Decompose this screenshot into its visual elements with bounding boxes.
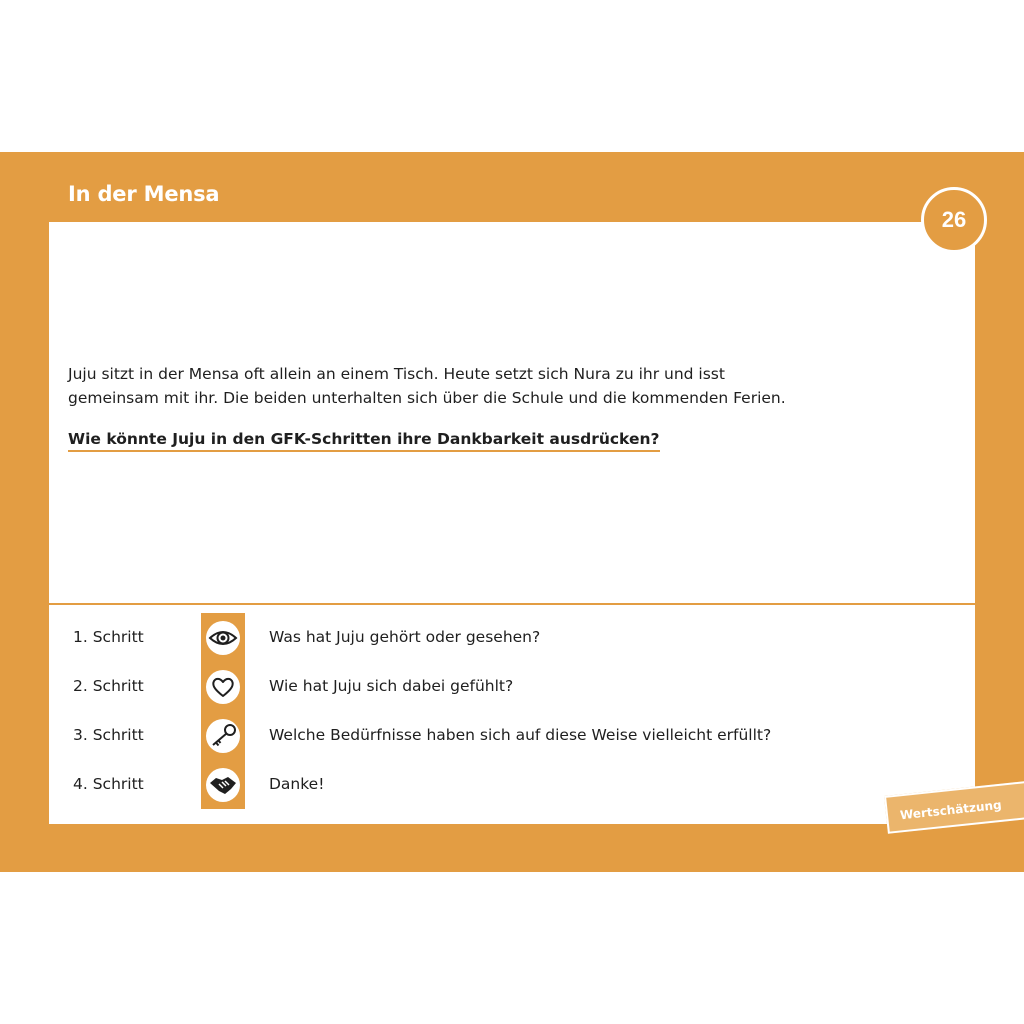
step-label: 1. Schritt — [73, 628, 144, 646]
page-number-badge: 26 — [921, 187, 987, 253]
key-icon — [205, 718, 241, 754]
step-question: Welche Bedürfnisse haben sich auf diese Weise vielleicht erfüllt? — [269, 726, 772, 744]
heart-icon — [205, 669, 241, 705]
step-question: Danke! — [269, 775, 325, 793]
story-line: gemeinsam mit ihr. Die beiden unterhalten sich über die Schule und die kommenden Ferien. — [68, 389, 786, 407]
handshake-icon — [205, 767, 241, 803]
question-heading: Wie könnte Juju in den GFK-Schritten ihre Dankbarkeit ausdrücken? — [68, 430, 660, 452]
step-label: 3. Schritt — [73, 726, 144, 744]
category-tag: Wertschätzung — [884, 779, 1024, 834]
card-title: In der Mensa — [68, 182, 220, 206]
story-text — [68, 362, 928, 410]
step-label: 2. Schritt — [73, 677, 144, 695]
story-line: Juju sitzt in der Mensa oft allein an einem Tisch. Heute setzt sich Nura zu ihr und isst — [68, 365, 725, 383]
step-label: 4. Schritt — [73, 775, 144, 793]
eye-icon — [205, 620, 241, 656]
step-question: Wie hat Juju sich dabei gefühlt? — [269, 677, 514, 695]
step-question: Was hat Juju gehört oder gesehen? — [269, 628, 541, 646]
section-divider — [49, 603, 975, 605]
